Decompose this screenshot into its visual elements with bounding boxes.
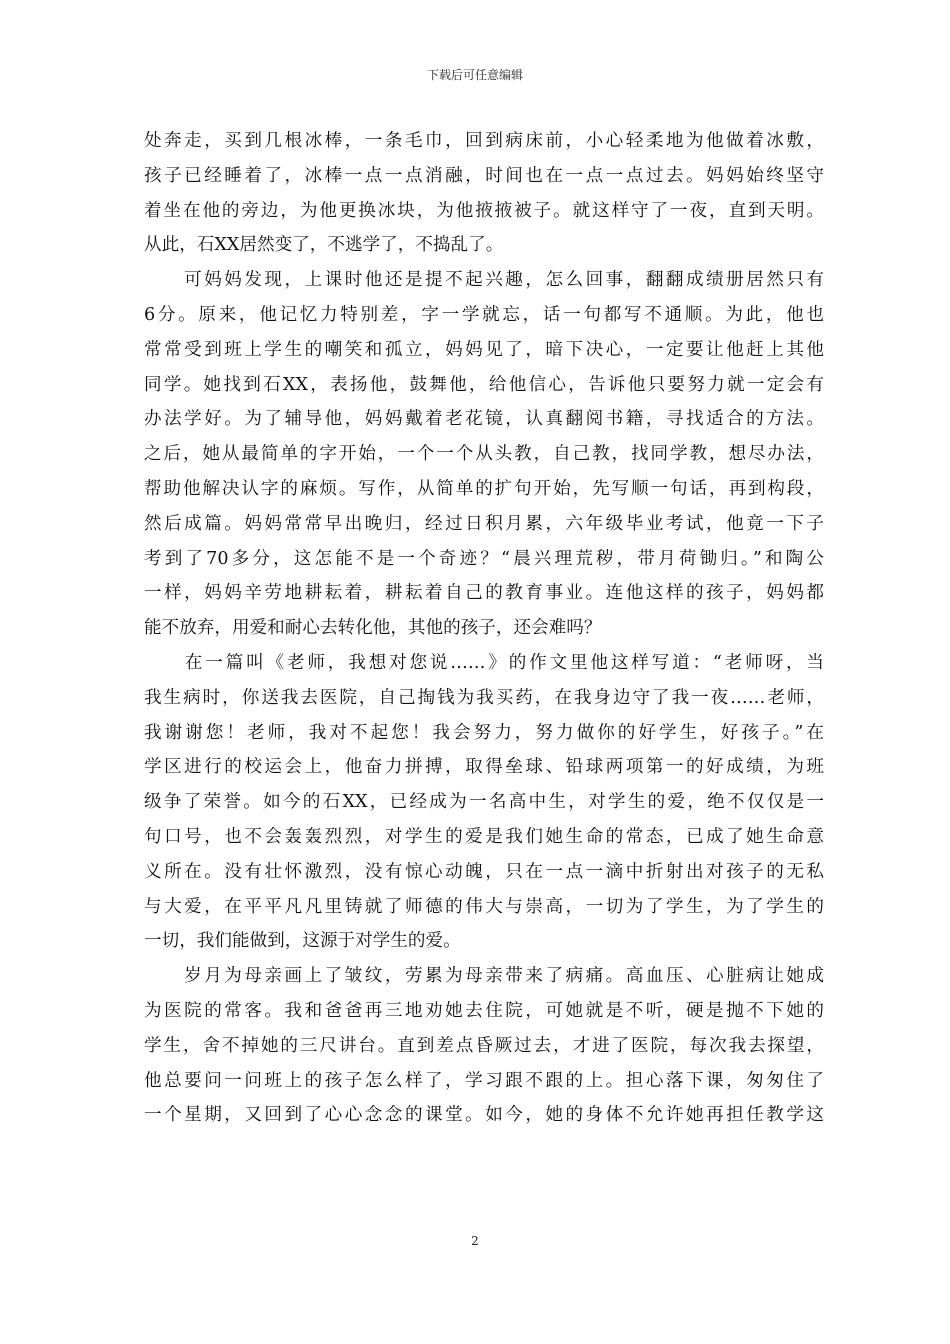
- text-line: 句口号，也不会轰轰烈烈，对学生的爱是我们她生命的常态，已成了她生命意: [144, 826, 824, 847]
- text-line: 6分。原来，他记忆力特别差，字一学就忘，话一句都写不通顺。为此，他也: [144, 304, 824, 325]
- text-line: 学区进行的校运会上，他奋力拼搏，取得垒球、铅球两项第一的好成绩，为班: [144, 757, 824, 778]
- text-line: 孩子已经睡着了，冰棒一点一点消融，时间也在一点一点过去。妈妈始终坚守: [144, 165, 824, 186]
- text-line: 着坐在他的旁边，为他更换冰块，为他掖掖被子。就这样守了一夜，直到天明。: [144, 200, 824, 221]
- text-line: 同学。她找到石XX，表扬他，鼓舞他，给他信心，告诉他只要努力就一定会有: [144, 374, 824, 395]
- text-line: 我谢谢您！老师，我对不起您！我会努力，努力做你的好学生，好孩子。”在: [144, 722, 824, 743]
- text-line: 考到了70多分，这怎能不是一个奇迹？“晨兴理荒秽，带月荷锄归。”和陶公: [144, 548, 824, 569]
- text-line: 我生病时，你送我去医院，自己掏钱为我买药，在我身边守了我一夜……老师，: [144, 687, 824, 708]
- text-line: 帮助他解决认字的麻烦。写作，从简单的扩句开始，先写顺一句话，再到构段，: [144, 478, 824, 499]
- text-line: 一样，妈妈辛劳地耕耘着，耕耘着自己的教育事业。连他这样的孩子，妈妈都: [144, 583, 824, 604]
- text-line: 为医院的常客。我和爸爸再三地劝她去住院，可她就是不听，硬是抛不下她的: [144, 1000, 824, 1021]
- text-line: 义所在。没有壮怀激烈，没有惊心动魄，只在一点一滴中折射出对孩子的无私: [144, 861, 824, 882]
- text-line: 一切，我们能做到，这源于对学生的爱。: [144, 931, 461, 952]
- text-line: 他总要问一问班上的孩子怎么样了，学习跟不跟的上。担心落下课，匆匆住了: [144, 1070, 824, 1091]
- text-line: 能不放弃，用爱和耐心去转化他，其他的孩子，还会难吗？: [144, 618, 602, 639]
- text-line: 学生，舍不掉她的三尺讲台。直到差点昏厥过去，才进了医院，每次我去探望，: [144, 1035, 824, 1056]
- text-line: 可妈妈发现，上课时他还是提不起兴趣，怎么回事，翻翻成绩册居然只有: [144, 270, 824, 291]
- text-line: 之后，她从最简单的字开始，一个一个从头教，自己教，找同学教，想尽办法，: [144, 444, 824, 465]
- page-footer: [0, 1233, 950, 1249]
- header-text: 下载后可任意编辑: [426, 68, 523, 82]
- text-line: 岁月为母亲画上了皱纹，劳累为母亲带来了病痛。高血压、心脏病让她成: [144, 966, 824, 987]
- text-line: 办法学好。为了辅导他，妈妈戴着老花镜，认真翻阅书籍，寻找适合的方法。: [144, 409, 824, 430]
- text-line: 在一篇叫《老师，我想对您说……》的作文里他这样写道：“老师呀，当: [144, 652, 824, 673]
- document-body: [144, 124, 824, 1133]
- text-line: 处奔走，买到几根冰棒，一条毛巾，回到病床前，小心轻柔地为他做着冰敷，: [144, 131, 824, 151]
- text-line: 一个星期，又回到了心心念念的课堂。如今，她的身体不允许她再担任教学这: [144, 1105, 824, 1126]
- page-number: 2: [471, 1234, 479, 1248]
- text-line: 常常受到班上学生的嘲笑和孤立，妈妈见了，暗下决心，一定要让他赶上其他: [144, 339, 824, 360]
- text-line: 然后成篇。妈妈常常早出晚归，经过日积月累，六年级毕业考试，他竟一下子: [144, 513, 824, 534]
- page-header: [0, 67, 950, 83]
- text-line: 与大爱，在平平凡凡里铸就了师德的伟大与崇高，一切为了学生，为了学生的: [144, 896, 824, 917]
- text-line: 从此，石XX居然变了，不逃学了，不捣乱了。: [144, 235, 504, 256]
- text-line: 级争了荣誉。如今的石XX，已经成为一名高中生，对学生的爱，绝不仅仅是一: [144, 792, 824, 813]
